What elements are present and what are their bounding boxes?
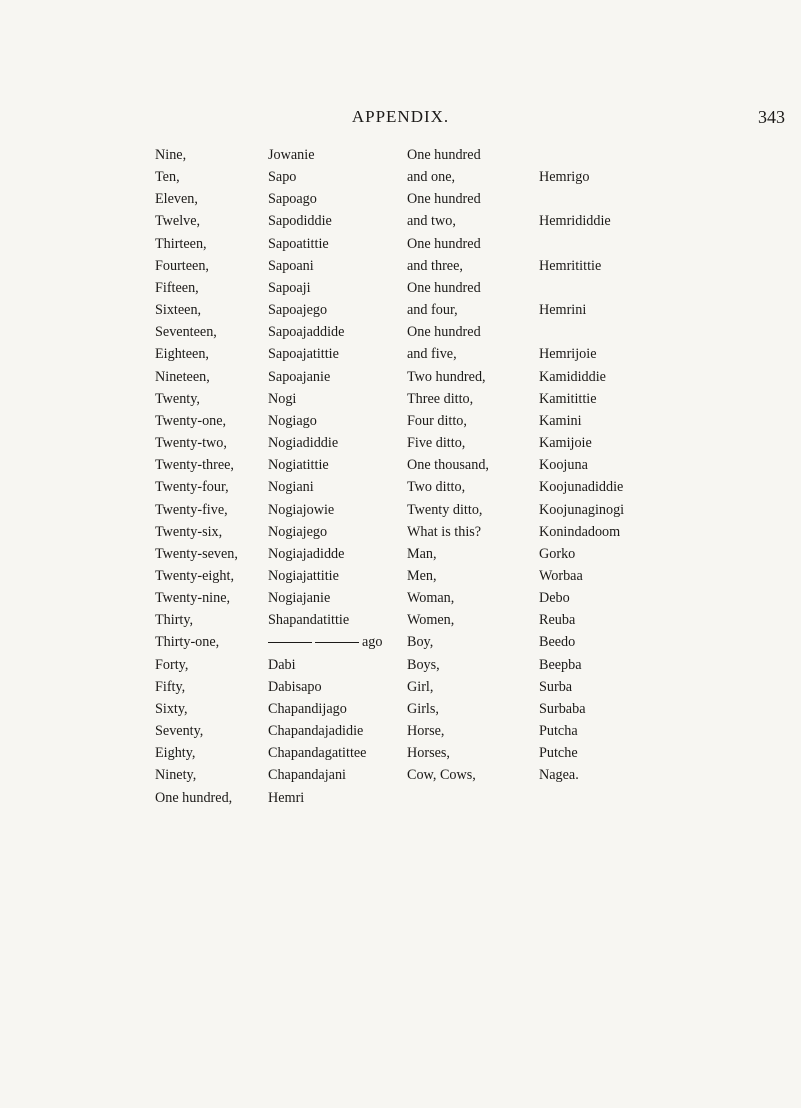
native-term: Chapandagatittee xyxy=(268,745,367,762)
native-term-right: Hemrididdie xyxy=(539,213,611,230)
native-term-right: Kamijoie xyxy=(539,435,592,452)
native-term xyxy=(268,631,383,653)
table-row xyxy=(0,210,801,232)
table-row xyxy=(0,343,801,365)
english-term-right: and five, xyxy=(407,346,457,363)
table-row xyxy=(0,255,801,277)
ditto-rule xyxy=(315,642,359,643)
table-row xyxy=(0,742,801,764)
english-term: Sixteen, xyxy=(155,302,202,319)
english-term: Forty, xyxy=(155,656,189,673)
native-term: Sapoani xyxy=(268,257,314,274)
english-term: Ninety, xyxy=(155,767,197,784)
native-term-right: Worbaa xyxy=(539,567,583,584)
table-row xyxy=(0,388,801,410)
english-term: Nineteen, xyxy=(155,368,210,385)
native-term-right: Putche xyxy=(539,745,578,762)
table-row xyxy=(0,499,801,521)
english-term: Twenty-three, xyxy=(155,457,234,474)
table-row xyxy=(0,299,801,321)
english-term-right: Women, xyxy=(407,612,455,629)
native-term: Nogiadiddie xyxy=(268,435,339,452)
native-term: Nogiajego xyxy=(268,523,328,540)
table-row xyxy=(0,543,801,565)
english-term-right: Twenty ditto, xyxy=(407,501,483,518)
english-term-right: One hundred xyxy=(407,279,481,296)
native-term: Chapandajani xyxy=(268,767,347,784)
english-term: Twenty-one, xyxy=(155,412,227,429)
table-row xyxy=(0,277,801,299)
english-term-right: One hundred xyxy=(407,147,481,163)
table-row xyxy=(0,631,801,653)
native-term: Sapoajatittie xyxy=(268,346,339,363)
native-term-right: Nagea. xyxy=(539,767,579,784)
running-head xyxy=(0,107,801,131)
table-row xyxy=(0,410,801,432)
table-row xyxy=(0,366,801,388)
native-term: Nogiajattitie xyxy=(268,567,339,584)
english-term-right: Man, xyxy=(407,545,437,562)
native-term-right: Beepba xyxy=(539,656,582,673)
english-term-right: Men, xyxy=(407,567,437,584)
native-term-right: Gorko xyxy=(539,545,576,562)
native-term: Nogi xyxy=(268,390,297,407)
native-term-right: Surba xyxy=(539,678,573,695)
english-term: Nine, xyxy=(155,147,187,163)
native-term-right: Koojuna xyxy=(539,457,588,474)
english-term-right: Horses, xyxy=(407,745,450,762)
native-term: Sapoajanie xyxy=(268,368,331,385)
native-term: Jowanie xyxy=(268,147,315,163)
native-term-right: Hemrini xyxy=(539,302,587,319)
english-term-right: Three ditto, xyxy=(407,390,474,407)
english-term: Fifteen, xyxy=(155,279,199,296)
english-term-right: and two, xyxy=(407,213,456,230)
english-term-right: and one, xyxy=(407,169,456,186)
table-row xyxy=(0,654,801,676)
english-term-right: Woman, xyxy=(407,590,455,607)
english-term: Twenty-seven, xyxy=(155,545,238,562)
table-row xyxy=(0,188,801,210)
native-term: Sapo xyxy=(268,169,297,186)
english-term-right: Two ditto, xyxy=(407,479,466,496)
english-term-right: One hundred xyxy=(407,235,481,252)
english-term: Twenty-four, xyxy=(155,479,229,496)
native-term-right: Koojunaginogi xyxy=(539,501,625,518)
table-row xyxy=(0,476,801,498)
english-term-right: and three, xyxy=(407,257,463,274)
english-term-right: and four, xyxy=(407,302,458,319)
english-term: Eighty, xyxy=(155,745,196,762)
english-term-right: What is this? xyxy=(407,523,482,540)
native-term: Hemri xyxy=(268,789,305,806)
native-term: Sapoago xyxy=(268,191,317,208)
table-row xyxy=(0,432,801,454)
english-term: Sixty, xyxy=(155,700,188,717)
native-term: Nogiatittie xyxy=(268,457,329,474)
english-term: Twenty-eight, xyxy=(155,567,234,584)
native-term-right: Kamididdie xyxy=(539,368,606,385)
native-term: Dabisapo xyxy=(268,678,322,695)
english-term: Thirty, xyxy=(155,612,194,629)
native-term-right: Koojunadiddie xyxy=(539,479,624,496)
table-row xyxy=(0,233,801,255)
native-term-right: Hemritittie xyxy=(539,257,602,274)
english-term-right: Five ditto, xyxy=(407,435,466,452)
native-term: Sapoajaddide xyxy=(268,324,345,341)
native-term: Sapoaji xyxy=(268,279,311,296)
english-term: Seventy, xyxy=(155,723,204,740)
english-term: Fourteen, xyxy=(155,257,209,274)
english-term-right: Cow, Cows, xyxy=(407,767,476,784)
native-term-right: Reuba xyxy=(539,612,576,629)
english-term: Eighteen, xyxy=(155,346,209,363)
table-row xyxy=(0,787,801,809)
english-term-right: Two hundred, xyxy=(407,368,486,385)
native-term: Sapoajego xyxy=(268,302,328,319)
english-term: One hundred, xyxy=(155,789,233,806)
table-row xyxy=(0,144,801,166)
native-term: Sapodiddie xyxy=(268,213,332,230)
english-term: Twenty-nine, xyxy=(155,590,231,607)
native-term-right: Beedo xyxy=(539,634,576,651)
table-row xyxy=(0,764,801,786)
english-term: Ten, xyxy=(155,169,180,186)
table-row xyxy=(0,454,801,476)
english-term-right: One hundred xyxy=(407,324,481,341)
native-term: Shapandatittie xyxy=(268,612,350,629)
native-term-right: Debo xyxy=(539,590,570,607)
native-term-right: Hemrigo xyxy=(539,169,590,186)
english-term: Twelve, xyxy=(155,213,201,230)
table-row xyxy=(0,521,801,543)
english-term-right: Girls, xyxy=(407,700,439,717)
native-term: Dabi xyxy=(268,656,296,673)
table-row xyxy=(0,698,801,720)
native-term: Nogiajowie xyxy=(268,501,335,518)
vocabulary-table xyxy=(0,144,801,809)
native-term-right: Kamini xyxy=(539,412,582,429)
english-term-right: One hundred xyxy=(407,191,481,208)
native-term-right: Konindadoom xyxy=(539,523,621,540)
native-term-right: Hemrijoie xyxy=(539,346,597,363)
native-term: Nogiago xyxy=(268,412,317,429)
page-number: 343 xyxy=(758,107,785,127)
english-term: Twenty-two, xyxy=(155,435,227,452)
english-term-right: One thousand, xyxy=(407,457,489,474)
table-row xyxy=(0,587,801,609)
table-row xyxy=(0,720,801,742)
native-term: Nogiajadidde xyxy=(268,545,345,562)
table-row xyxy=(0,609,801,631)
native-term-text: ago xyxy=(362,634,383,651)
english-term: Twenty-five, xyxy=(155,501,228,518)
native-term: Nogiajanie xyxy=(268,590,331,607)
english-term: Thirteen, xyxy=(155,235,207,252)
native-term: Sapoatittie xyxy=(268,235,329,252)
english-term: Eleven, xyxy=(155,191,198,208)
english-term: Twenty-six, xyxy=(155,523,223,540)
native-term-right: Surbaba xyxy=(539,700,586,717)
english-term: Twenty, xyxy=(155,390,200,407)
english-term-right: Four ditto, xyxy=(407,412,467,429)
english-term-right: Boy, xyxy=(407,634,434,651)
native-term: Chapandijago xyxy=(268,700,347,717)
english-term: Thirty-one, xyxy=(155,634,220,651)
english-term-right: Horse, xyxy=(407,723,445,740)
english-term-right: Girl, xyxy=(407,678,434,695)
native-term: Chapandajadidie xyxy=(268,723,364,740)
english-term-right: Boys, xyxy=(407,656,440,673)
english-term: Seventeen, xyxy=(155,324,217,341)
table-row xyxy=(0,676,801,698)
page-title: APPENDIX. xyxy=(351,107,450,126)
ditto-rule xyxy=(268,642,312,643)
table-row xyxy=(0,321,801,343)
native-term: Nogiani xyxy=(268,479,314,496)
english-term: Fifty, xyxy=(155,678,186,695)
table-row xyxy=(0,565,801,587)
table-row xyxy=(0,166,801,188)
native-term-right: Kamitittie xyxy=(539,390,597,407)
native-term-right: Putcha xyxy=(539,723,578,740)
